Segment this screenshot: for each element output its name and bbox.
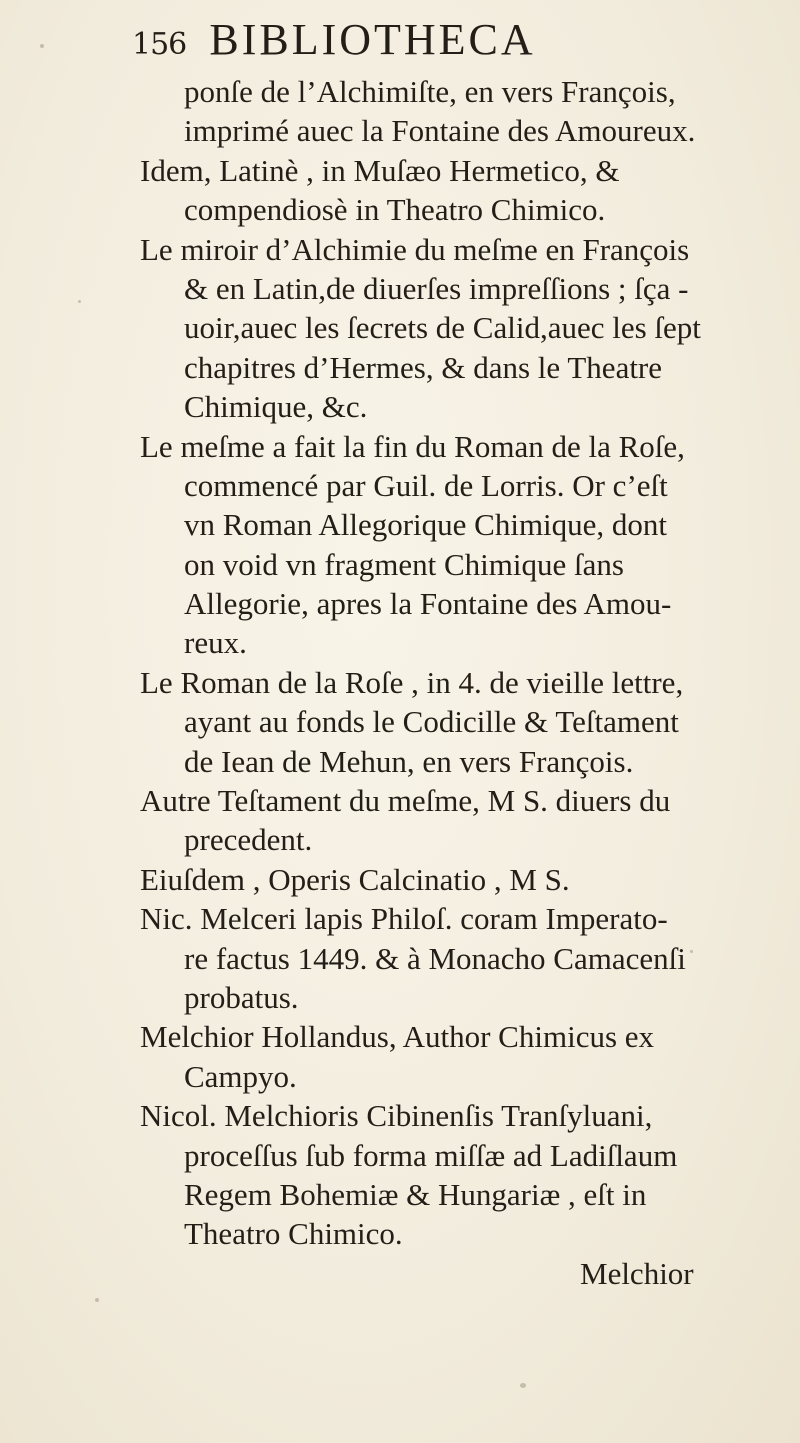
- text-line: uoir,auec les ſecrets de Calid,auec les ſept: [184, 310, 701, 346]
- entry-start-line: Le Roman de la Roſe , in 4. de vieille lettre,: [140, 664, 684, 700]
- text-line: Chimique, &c.: [184, 389, 368, 425]
- paper-speck: [690, 950, 693, 953]
- text-line: commencé par Guil. de Lorris. Or c’eſt: [184, 467, 668, 503]
- text-line: precedent.: [184, 822, 313, 858]
- text-line: Regem Bohemiæ & Hungariæ , eſt in: [184, 1176, 647, 1212]
- paper-speck: [40, 44, 44, 48]
- paper-speck: [78, 300, 81, 303]
- text-line: de Iean de Mehun, en vers François.: [184, 743, 634, 779]
- catchword: Melchior: [580, 1255, 694, 1291]
- page-header: [132, 14, 536, 78]
- text-line: ayant au fonds le Codicille & Teſtament: [184, 704, 679, 740]
- running-title: BIBLIOTHECA: [209, 15, 536, 64]
- text-line: proceſſus ſub forma miſſæ ad Ladiſlaum: [184, 1137, 678, 1173]
- entry-start-line: Idem, Latinè , in Muſæo Hermetico, &: [140, 152, 620, 188]
- text-line: imprimé auec la Fontaine des Amoureux.: [184, 113, 696, 149]
- text-line: re factus 1449. & à Monacho Camacenſi: [184, 940, 686, 976]
- text-line: Allegorie, apres la Fontaine des Amou-: [184, 586, 672, 622]
- text-line: probatus.: [184, 979, 299, 1015]
- entry-start-line: Le meſme a fait la fin du Roman de la Roſe,: [140, 428, 685, 464]
- text-line: chapitres d’Hermes, & dans le Theatre: [184, 349, 663, 385]
- entry-start-line: Nicol. Melchioris Cibinenſis Tranſyluani,: [140, 1098, 653, 1134]
- paper-speck: [95, 1298, 99, 1302]
- text-line: on void vn fragment Chimique ſans: [184, 546, 624, 582]
- entry-start-line: Le miroir d’Alchimie du meſme en François: [140, 231, 690, 267]
- entry-start-line: Nic. Melceri lapis Philoſ. coram Imperato-: [140, 901, 668, 937]
- text-line: compendiosè in Theatro Chimico.: [184, 192, 606, 228]
- text-line: Campyo.: [184, 1058, 297, 1094]
- bibliography-entries: [140, 72, 800, 1293]
- text-line: ponſe de l’Alchimiſte, en vers François,: [184, 74, 676, 109]
- text-line: vn Roman Allegorique Chimique, dont: [184, 507, 668, 543]
- entry-start-line: Autre Teſtament du meſme, M S. diuers du: [140, 783, 671, 819]
- page-number: 156: [132, 27, 187, 62]
- text-line: & en Latin,de diuerſes impreſſions ; ſça -: [184, 270, 689, 306]
- entry-start-line: Melchior Hollandus, Author Chimicus ex: [140, 1019, 655, 1055]
- text-line: reux.: [184, 625, 247, 661]
- entry-start-line: Eiuſdem , Operis Calcinatio , M S.: [140, 861, 570, 897]
- paper-speck: [520, 1383, 526, 1388]
- text-line: Theatro Chimico.: [184, 1216, 403, 1252]
